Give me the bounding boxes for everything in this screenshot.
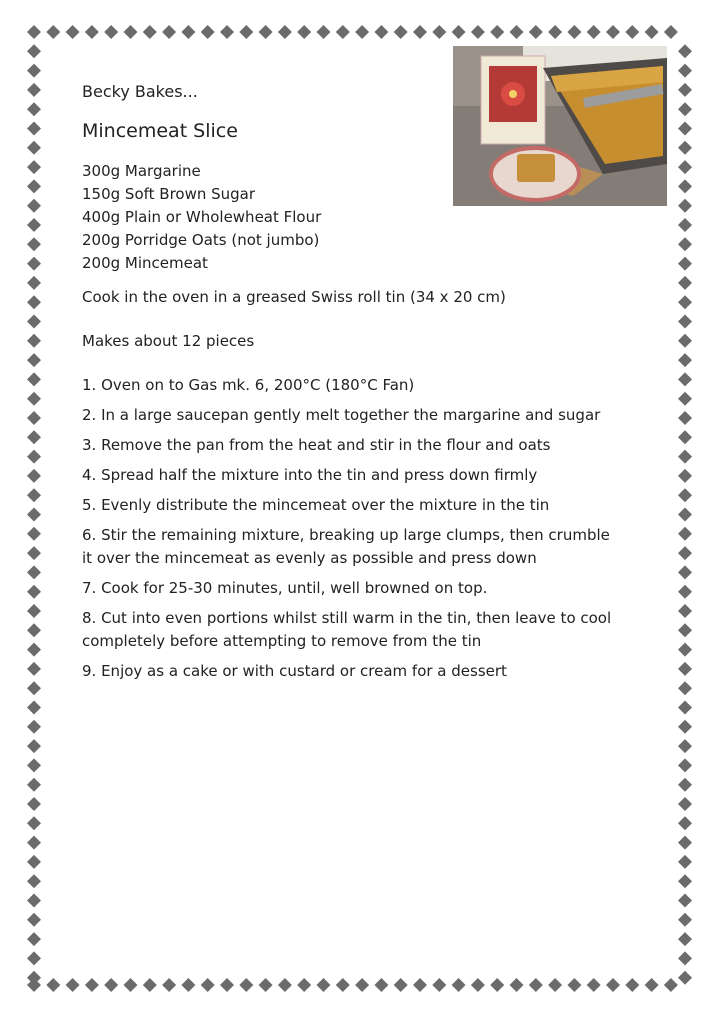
border-diamond xyxy=(678,179,692,193)
border-diamond xyxy=(678,64,692,78)
border-diamond xyxy=(162,978,176,992)
border-diamond xyxy=(27,64,41,78)
border-diamond xyxy=(529,25,543,39)
border-diamond xyxy=(678,430,692,444)
border-diamond xyxy=(678,334,692,348)
border-diamond xyxy=(678,372,692,386)
border-diamond xyxy=(85,978,99,992)
border-diamond xyxy=(678,604,692,618)
yield-note: Makes about 12 pieces xyxy=(82,332,255,350)
border-diamond xyxy=(143,25,157,39)
border-diamond xyxy=(374,978,388,992)
border-diamond xyxy=(27,411,41,425)
border-diamond xyxy=(27,315,41,329)
border-diamond xyxy=(678,623,692,637)
border-diamond xyxy=(678,894,692,908)
border-diamond xyxy=(27,488,41,502)
border-diamond xyxy=(678,527,692,541)
border-diamond xyxy=(201,978,215,992)
border-diamond xyxy=(394,25,408,39)
border-diamond xyxy=(66,978,80,992)
border-diamond xyxy=(678,450,692,464)
method-steps xyxy=(82,374,622,690)
border-diamond xyxy=(27,758,41,772)
border-diamond xyxy=(27,450,41,464)
border-diamond xyxy=(678,546,692,560)
border-diamond xyxy=(27,372,41,386)
border-diamond xyxy=(27,353,41,367)
border-diamond xyxy=(678,585,692,599)
step-item: 9. Enjoy as a cake or with custard or cream for a dessert xyxy=(82,662,507,680)
border-diamond xyxy=(678,353,692,367)
border-diamond xyxy=(297,978,311,992)
border-diamond xyxy=(27,25,41,39)
border-diamond xyxy=(529,978,543,992)
border-diamond xyxy=(678,951,692,965)
ingredient-item: 150g Soft Brown Sugar xyxy=(82,185,256,203)
border-diamond xyxy=(678,681,692,695)
brand-title: Becky Bakes... xyxy=(82,82,198,101)
border-diamond xyxy=(645,25,659,39)
border-diamond xyxy=(471,25,485,39)
border-diamond xyxy=(239,25,253,39)
border-diamond xyxy=(678,141,692,155)
border-diamond xyxy=(625,978,639,992)
border-diamond xyxy=(678,836,692,850)
border-diamond xyxy=(678,411,692,425)
step-item: 4. Spread half the mixture into the tin and press down firmly xyxy=(82,466,538,484)
border-diamond xyxy=(678,971,692,985)
border-diamond xyxy=(587,978,601,992)
border-diamond xyxy=(394,978,408,992)
border-diamond xyxy=(162,25,176,39)
baked-slice-photo-icon xyxy=(453,46,667,206)
border-diamond xyxy=(432,978,446,992)
border-diamond xyxy=(201,25,215,39)
step-item: 2. In a large saucepan gently melt together the margarine and sugar xyxy=(82,406,601,424)
border-diamond xyxy=(678,160,692,174)
border-diamond xyxy=(27,546,41,560)
border-diamond xyxy=(606,978,620,992)
border-diamond xyxy=(432,25,446,39)
border-diamond xyxy=(27,44,41,58)
border-diamond xyxy=(27,276,41,290)
ingredient-item: 200g Mincemeat xyxy=(82,254,208,272)
border-diamond xyxy=(27,623,41,637)
border-diamond xyxy=(27,585,41,599)
border-diamond xyxy=(27,951,41,965)
border-diamond xyxy=(124,25,138,39)
border-diamond xyxy=(220,978,234,992)
border-diamond xyxy=(678,643,692,657)
border-diamond xyxy=(278,25,292,39)
step-item: 8. Cut into even portions whilst still warm in the tin, then leave to cool completely before attempting to remove from the tin xyxy=(82,609,612,650)
border-diamond xyxy=(143,978,157,992)
border-diamond xyxy=(452,25,466,39)
border-diamond xyxy=(678,778,692,792)
cooking-note: Cook in the oven in a greased Swiss roll tin (34 x 20 cm) xyxy=(82,288,506,306)
border-diamond xyxy=(567,25,581,39)
ingredients-list xyxy=(82,160,321,275)
border-diamond xyxy=(678,102,692,116)
border-diamond xyxy=(27,295,41,309)
border-diamond xyxy=(27,179,41,193)
border-diamond xyxy=(66,25,80,39)
ingredient-item: 200g Porridge Oats (not jumbo) xyxy=(82,231,320,249)
recipe-title: Mincemeat Slice xyxy=(82,120,238,142)
border-diamond xyxy=(27,778,41,792)
step-item: 6. Stir the remaining mixture, breaking up large clumps, then crumble it over the mincemeat as evenly as possible and press down xyxy=(82,526,610,567)
border-diamond xyxy=(27,334,41,348)
border-diamond xyxy=(664,25,678,39)
border-diamond xyxy=(297,25,311,39)
border-diamond xyxy=(27,913,41,927)
border-diamond xyxy=(678,855,692,869)
border-diamond xyxy=(678,218,692,232)
step-item: 3. Remove the pan from the heat and stir in the flour and oats xyxy=(82,436,551,454)
border-diamond xyxy=(413,978,427,992)
border-diamond xyxy=(678,701,692,715)
border-diamond xyxy=(678,758,692,772)
recipe-photo xyxy=(453,46,667,206)
border-diamond xyxy=(471,978,485,992)
border-diamond xyxy=(678,508,692,522)
border-diamond xyxy=(27,141,41,155)
border-diamond xyxy=(181,978,195,992)
border-diamond xyxy=(27,257,41,271)
border-diamond xyxy=(220,25,234,39)
border-diamond xyxy=(678,469,692,483)
step-item: 5. Evenly distribute the mincemeat over the mixture in the tin xyxy=(82,496,550,514)
border-diamond xyxy=(27,102,41,116)
border-diamond xyxy=(678,122,692,136)
border-diamond xyxy=(27,971,41,985)
border-diamond xyxy=(27,469,41,483)
border-diamond xyxy=(548,978,562,992)
ingredient-item: 300g Margarine xyxy=(82,162,201,180)
border-diamond xyxy=(625,25,639,39)
border-diamond xyxy=(27,662,41,676)
border-diamond xyxy=(678,874,692,888)
border-diamond xyxy=(27,565,41,579)
border-diamond xyxy=(678,932,692,946)
border-diamond xyxy=(374,25,388,39)
border-diamond xyxy=(104,978,118,992)
border-diamond xyxy=(278,978,292,992)
border-diamond xyxy=(678,720,692,734)
border-diamond xyxy=(678,662,692,676)
border-diamond xyxy=(413,25,427,39)
border-diamond xyxy=(27,604,41,618)
border-diamond xyxy=(27,720,41,734)
border-diamond xyxy=(510,978,524,992)
border-diamond xyxy=(181,25,195,39)
border-diamond xyxy=(27,83,41,97)
border-diamond xyxy=(27,218,41,232)
border-diamond xyxy=(27,894,41,908)
border-diamond xyxy=(567,978,581,992)
border-diamond xyxy=(27,237,41,251)
border-diamond xyxy=(355,978,369,992)
border-diamond xyxy=(678,83,692,97)
border-diamond xyxy=(259,25,273,39)
step-item: 1. Oven on to Gas mk. 6, 200°C (180°C Fan) xyxy=(82,376,415,394)
border-diamond xyxy=(678,257,692,271)
ingredient-item: 400g Plain or Wholewheat Flour xyxy=(82,208,322,226)
border-diamond xyxy=(27,160,41,174)
border-diamond xyxy=(104,25,118,39)
border-diamond xyxy=(355,25,369,39)
border-diamond xyxy=(27,430,41,444)
border-diamond xyxy=(664,978,678,992)
border-diamond xyxy=(317,978,331,992)
border-diamond xyxy=(46,25,60,39)
border-diamond xyxy=(678,199,692,213)
border-diamond xyxy=(678,295,692,309)
border-diamond xyxy=(27,681,41,695)
border-diamond xyxy=(239,978,253,992)
border-diamond xyxy=(510,25,524,39)
border-diamond xyxy=(27,527,41,541)
border-diamond xyxy=(678,237,692,251)
border-diamond xyxy=(259,978,273,992)
border-diamond xyxy=(46,978,60,992)
border-diamond xyxy=(678,565,692,579)
border-diamond xyxy=(645,978,659,992)
border-diamond xyxy=(27,874,41,888)
border-diamond xyxy=(678,797,692,811)
border-diamond xyxy=(452,978,466,992)
border-diamond xyxy=(336,978,350,992)
border-diamond xyxy=(678,392,692,406)
border-diamond xyxy=(27,797,41,811)
border-diamond xyxy=(548,25,562,39)
border-diamond xyxy=(587,25,601,39)
border-diamond xyxy=(317,25,331,39)
border-diamond xyxy=(27,199,41,213)
border-diamond xyxy=(27,392,41,406)
border-diamond xyxy=(678,739,692,753)
border-diamond xyxy=(85,25,99,39)
border-diamond xyxy=(678,913,692,927)
border-diamond xyxy=(490,25,504,39)
step-item: 7. Cook for 25-30 minutes, until, well browned on top. xyxy=(82,579,488,597)
border-diamond xyxy=(27,932,41,946)
border-diamond xyxy=(678,488,692,502)
border-diamond xyxy=(27,739,41,753)
border-diamond xyxy=(27,816,41,830)
border-diamond xyxy=(606,25,620,39)
border-diamond xyxy=(27,508,41,522)
border-diamond xyxy=(336,25,350,39)
border-diamond xyxy=(678,816,692,830)
border-diamond xyxy=(27,855,41,869)
border-diamond xyxy=(124,978,138,992)
border-diamond xyxy=(27,122,41,136)
border-diamond xyxy=(27,643,41,657)
border-diamond xyxy=(27,701,41,715)
border-diamond xyxy=(678,315,692,329)
border-diamond xyxy=(490,978,504,992)
border-diamond xyxy=(678,276,692,290)
border-diamond xyxy=(27,836,41,850)
border-diamond xyxy=(678,44,692,58)
